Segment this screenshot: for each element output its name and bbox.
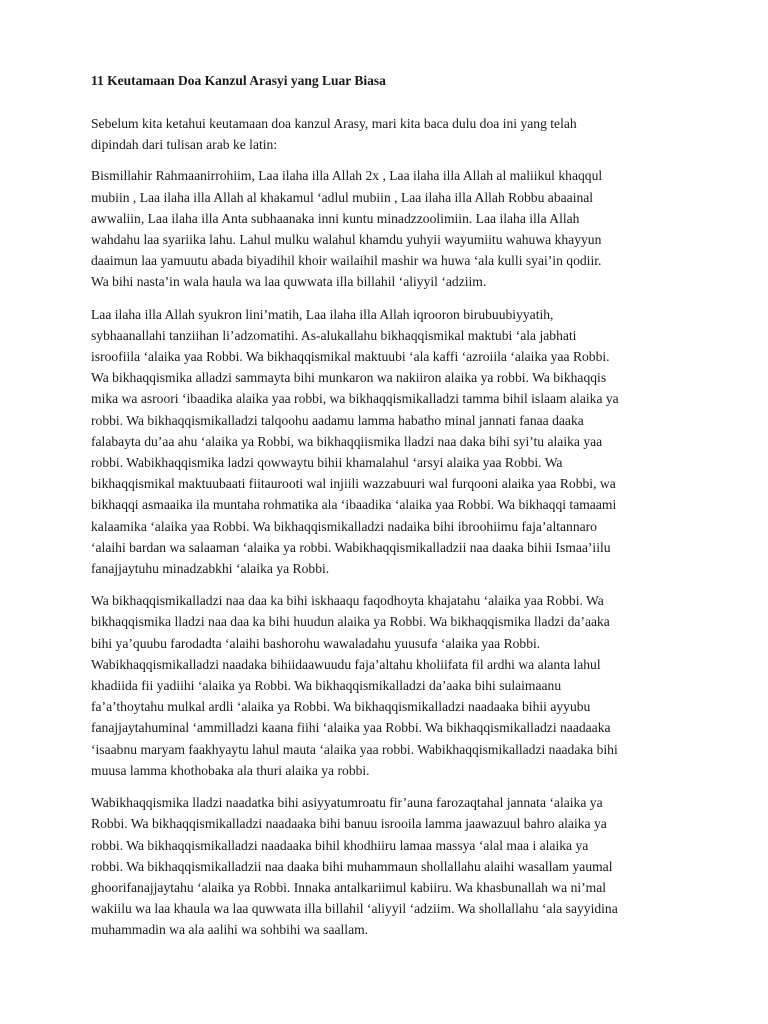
text-line: wakiilu wa laa khaula wa laa quwwata illa billahil ‘aliyyil ‘adziim. Wa shollallahu ‘ala sayyidina: [91, 901, 618, 917]
text-line: Wabikhaqqismika lladzi naadatka bihi asiyyatumroatu fir’auna farozaqtahal jannata ‘alaika ya: [91, 795, 603, 811]
text-line: Wa bikhaqqismikalladzi naa daa ka bihi iskhaaqu faqodhoyta khajatahu ‘alaika yaa Robbi. Wa: [91, 593, 604, 609]
paragraph: [91, 165, 691, 292]
text-line: ‘isaabnu maryam faakhyaytu lahul mauta ‘alaika yaa robbi. Wabikhaqqismikalladzi naadaka bihi: [91, 741, 618, 757]
text-line: mika wa asroori ‘ibaadika alaika yaa robbi, wa bikhaqqismikalladzi tamma bihil islaam alaika ya: [91, 391, 619, 407]
text-line: sybhaanallahi tanziihan li’adzomatihi. As-alukallahu bikhaqqismikal maktubi ‘ala jabhati: [91, 327, 577, 343]
document-body: [91, 113, 691, 952]
text-line: muusa lamma khothobaka ala thuri alaika ya robbi.: [91, 762, 370, 778]
text-line: fanajjaytahuminal ‘ammilladzi kaana fiihi ‘alaika yaa Robbi. Wa bikhaqqismikalladzi naadaaka: [91, 720, 611, 736]
text-line: fanajjaytuhu minadzabkhi ‘alaika ya Robbi.: [91, 561, 330, 577]
text-line: isroofiila ‘alaika yaa Robbi. Wa bikhaqqismikal maktuubi ‘ala kaffi ‘azroiila ‘alaika yaa Robbi.: [91, 349, 610, 365]
paragraph: [91, 304, 691, 580]
text-line: Wa bikhaqqismika alladzi sammayta bihi munkaron wa nakiiron alaika ya robbi. Wa bikhaqqis: [91, 370, 607, 386]
paragraph: [91, 590, 691, 781]
text-line: Robbi. Wa bikhaqqismikalladzi naadaaka bihi banuu isrooila lamma jaawazuul bahro alaika ya: [91, 816, 607, 832]
text-line: Bismillahir Rahmaanirrohiim, Laa ilaha illa Allah 2x , Laa ilaha illa Allah al maliikul khaqqul: [91, 168, 603, 184]
text-line: Sebelum kita ketahui keutamaan doa kanzul Arasy, mari kita baca dulu doa ini yang telah: [91, 116, 577, 131]
text-line: robbi. Wabikhaqqismika ladzi qowwaytu bihii khamalahul ‘arsyi alaika yaa Robbi. Wa: [91, 455, 563, 471]
text-line: Laa ilaha illa Allah syukron lini’matih, Laa ilaha illa Allah iqrooron birubuubiyyatih,: [91, 306, 554, 322]
text-line: mubiin , Laa ilaha illa Allah al khakamul ‘adlul mubiin , Laa ilaha illa Allah Robbu abaainal: [91, 189, 594, 205]
text-line: bikhaqqismikal maktuubaati fiitaurooti wal injiili wazzabuuri wal furqooni alaika yaa Robbi, wa: [91, 476, 616, 492]
text-line: falabayta du’aa ahu ‘alaika ya Robbi, wa bikhaqqiismika lladzi naa daka bihi syi’tu alaika yaa: [91, 433, 603, 449]
text-line: robbi. Wa bikhaqqismikalladzii naa daaka bihi muhammaun shollallahu alaihi wasallam yaumal: [91, 858, 613, 874]
text-line: daaimun laa yamuutu abada biyadihil khoir wailaihil mashir wa huwa ‘ala kulli syai’in qodiir.: [91, 253, 602, 269]
text-line: muhammadin wa ala aalihi wa sohbihi wa saallam.: [91, 922, 369, 938]
text-line: bihi ya’quubu farodadta ‘alaihi bashorohu wawaladahu yuusufa ‘alaika yaa Robbi.: [91, 635, 541, 651]
text-line: robbi. Wa bikhaqqismikalladzi naadaaka bihil khodhiiru lamaa massya ‘alal maa i alaika ya: [91, 837, 589, 853]
text-line: Wa bihi nasta’in wala haula wa laa quwwata illa billahil ‘aliyyil ‘adziim.: [91, 274, 487, 290]
text-line: khadiida fii yadiihi ‘alaika ya Robbi. Wa bikhaqqismikalladzi da’aaka bihi sulaimaanu: [91, 678, 562, 694]
text-line: Wabikhaqqismikalladzi naadaka bihiidaawuudu faja’altahu kholiifata fil ardhi wa alanta lahul: [91, 656, 601, 672]
text-line: ‘alaihi bardan wa salaaman ‘alaika ya robbi. Wabikhaqqismikalladzii naa daaka bihii Ismaa’iilu: [91, 539, 611, 555]
text-line: robbi. Wa bikhaqqismikalladzi talqoohu aadamu lamma habatho minal jannati fanaa daaka: [91, 412, 584, 428]
text-line: ghoorifanajjaytahu ‘alaika ya Robbi. Innaka antalkariimul kabiiru. Wa khasbunallah wa ni’mal: [91, 879, 607, 895]
text-line: wahdahu laa syariika lahu. Lahul mulku walahul khamdu yuhyii wayumiitu wahuwa khayyun: [91, 232, 602, 248]
paragraph: [91, 113, 691, 155]
text-line: awwaliin, Laa ilaha illa Anta subhaanaka inni kuntu minadzzoolimiin. Laa ilaha illa Allah: [91, 210, 580, 226]
paragraph: [91, 792, 691, 940]
text-line: dipindah dari tulisan arab ke latin:: [91, 137, 278, 153]
text-line: bikhaqqismika lladzi naa daa ka bihi huudun alaika ya Robbi. Wa bikhaqqismika lladzi da’aaka: [91, 614, 610, 630]
text-line: bikhaqqi asmaaika ila muntaha rohmatika ala ‘ibaadika ‘alaika yaa Robbi. Wa bikhaqqi tamaami: [91, 497, 617, 513]
document-title: 11 Keutamaan Doa Kanzul Arasyi yang Luar Biasa: [91, 73, 386, 88]
text-line: fa’a’thoytahu mulkal ardli ‘alaika ya Robbi. Wa bikhaqqismikalladzi naadaaka bihii ayyubu: [91, 699, 591, 715]
text-line: kalaamika ‘alaika yaa Robbi. Wa bikhaqqismikalladzi nadaika bihi ibroohiimu faja’altannaro: [91, 518, 597, 534]
